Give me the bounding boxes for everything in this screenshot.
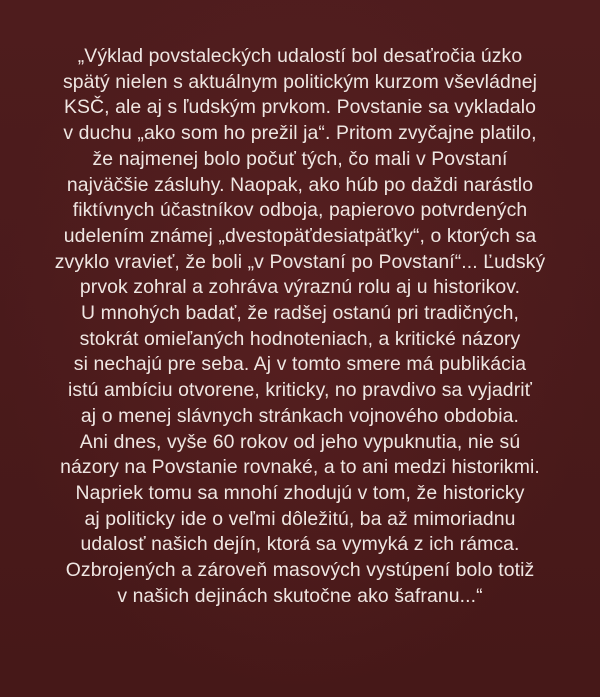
quote-line: prvok zohral a zohráva výraznú rolu aj u historikov.	[79, 276, 521, 299]
quote-line: že najmenej bolo počuť tých, čo mali v Povstaní	[92, 147, 508, 170]
quote-line: v duchu „ako som ho prežil ja“. Pritom zvyčajne platilo,	[63, 122, 537, 145]
quote-line: najväčšie zásluhy. Naopak, ako húb po daždi narástlo	[66, 173, 534, 196]
quote-line: v našich dejinách skutočne ako šafranu...“	[117, 584, 483, 607]
quote-line: udalosť našich dejín, ktorá sa vymyká z ich rámca.	[80, 533, 520, 556]
quote-line: KSČ, ale aj s ľudským prvkom. Povstanie sa vykladalo	[63, 96, 537, 119]
quote-line: názory na Povstanie rovnaké, a to ani medzi historikmi.	[60, 456, 540, 479]
quote-line: Napriek tomu sa mnohí zhodujú v tom, že historicky	[75, 481, 525, 504]
quote-line: istú ambíciu otvorene, kriticky, no pravdivo sa vyjadriť	[67, 379, 533, 402]
quote-line: U mnohých badať, že radšej ostanú pri tradičných,	[81, 302, 519, 325]
quote-line: fiktívnych účastníkov odboja, papierovo potvrdených	[72, 199, 528, 222]
quote-line: aj o menej slávnych stránkach vojnového obdobia.	[80, 404, 520, 427]
quote-line: „Výklad povstaleckých udalostí bol desaťročia úzko	[77, 45, 523, 67]
quote-line: aj politicky ide o veľmi dôležitú, ba až mimoriadnu	[84, 507, 516, 530]
quote-line: si nechajú pre seba. Aj v tomto smere má publikácia	[73, 353, 527, 376]
quote-line: zvyklo vravieť, že boli „v Povstaní po Povstaní“... Ľudský	[54, 250, 546, 273]
quote-line: Ozbrojených a zároveň masových vystúpení bolo totiž	[65, 559, 535, 582]
quote-line: spätý nielen s aktuálnym politickým kurzom vševládnej	[62, 70, 538, 93]
cover-quote-text	[14, 44, 586, 609]
quote-line: stokrát omieľaných hodnoteniach, a kritické názory	[79, 327, 521, 350]
quote-line: Ani dnes, vyše 60 rokov od jeho vypuknutia, nie sú	[79, 430, 521, 453]
quote-line: udelením známej „dvestopäťdesiatpäťky“, o ktorých sa	[63, 224, 537, 247]
